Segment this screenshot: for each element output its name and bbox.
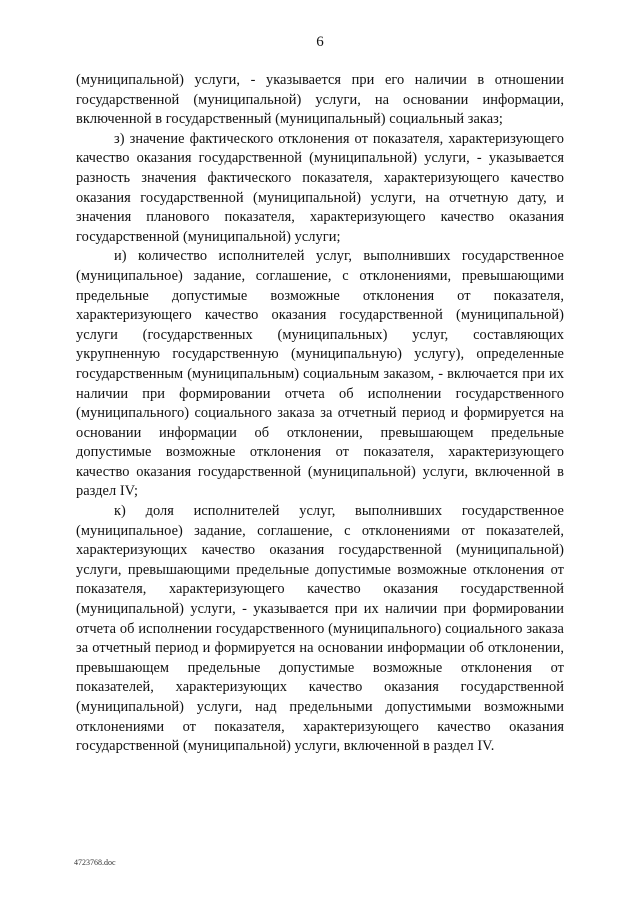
- paragraph-item-k: к) доля исполнителей услуг, выполнивших государственное (муниципальное) задание, соглашение, с отклонениями от показателей, характеризующих качество оказания государственной (муниципальной) услуги, превышающими предельные допустимые возможные отклонения от показателя, характеризующего качество оказания государственной (муниципальной) услуги, - указывается при их наличии при формировании отчета об исполнении государственного (муниципального) социального заказа за отчетный период и формируется на основании информации об отклонении, превышающем предельные допустимые возможные отклонения от показателей, характеризующих качество оказания государственной (муниципальной) услуги, над предельными допустимыми возможными отклонениями от показателя, характеризующего качество оказания государственной (муниципальной) услуги, включенной в раздел IV.: [76, 503, 564, 755]
- paragraph-continuation: (муниципальной) услуги, - указывается при его наличии в отношении государственной (муниципальной) услуги, на основании информации, включенной в государственный (муниципальный) социальный заказ;: [76, 72, 564, 128]
- page-number: 6: [316, 34, 324, 50]
- paragraph-item-i: и) количество исполнителей услуг, выполнивших государственное (муниципальное) задание, соглашение, с отклонениями, превышающими предельные допустимые возможные отклонения от показателя, характеризующего качество оказания государственной (муниципальной) услуги (государственных (муниципальных) услуг, составляющих укрупненную государственную (муниципальную) услугу), определенные государственным (муниципальным) социальным заказом, - включается при их наличии при формировании отчета об исполнении государственного (муниципального) социального заказа за отчетный период и формируется на основании информации об отклонении, превышающем предельные допустимые возможные отклонения от показателя, характеризующего качество оказания государственной (муниципальной) услуги, включенной в раздел IV;: [76, 248, 564, 500]
- document-body: [76, 71, 564, 757]
- footer-filename: 4723768.doc: [74, 858, 116, 867]
- paragraph-item-z: з) значение фактического отклонения от показателя, характеризующего качество оказания государственной (муниципальной) услуги, - указывается разность значения фактического показателя, характеризующего качество оказания государственной (муниципальной) услуги, на отчетную дату, и значения планового показателя, характеризующего качество оказания государственной (муниципальной) услуги;: [76, 130, 564, 245]
